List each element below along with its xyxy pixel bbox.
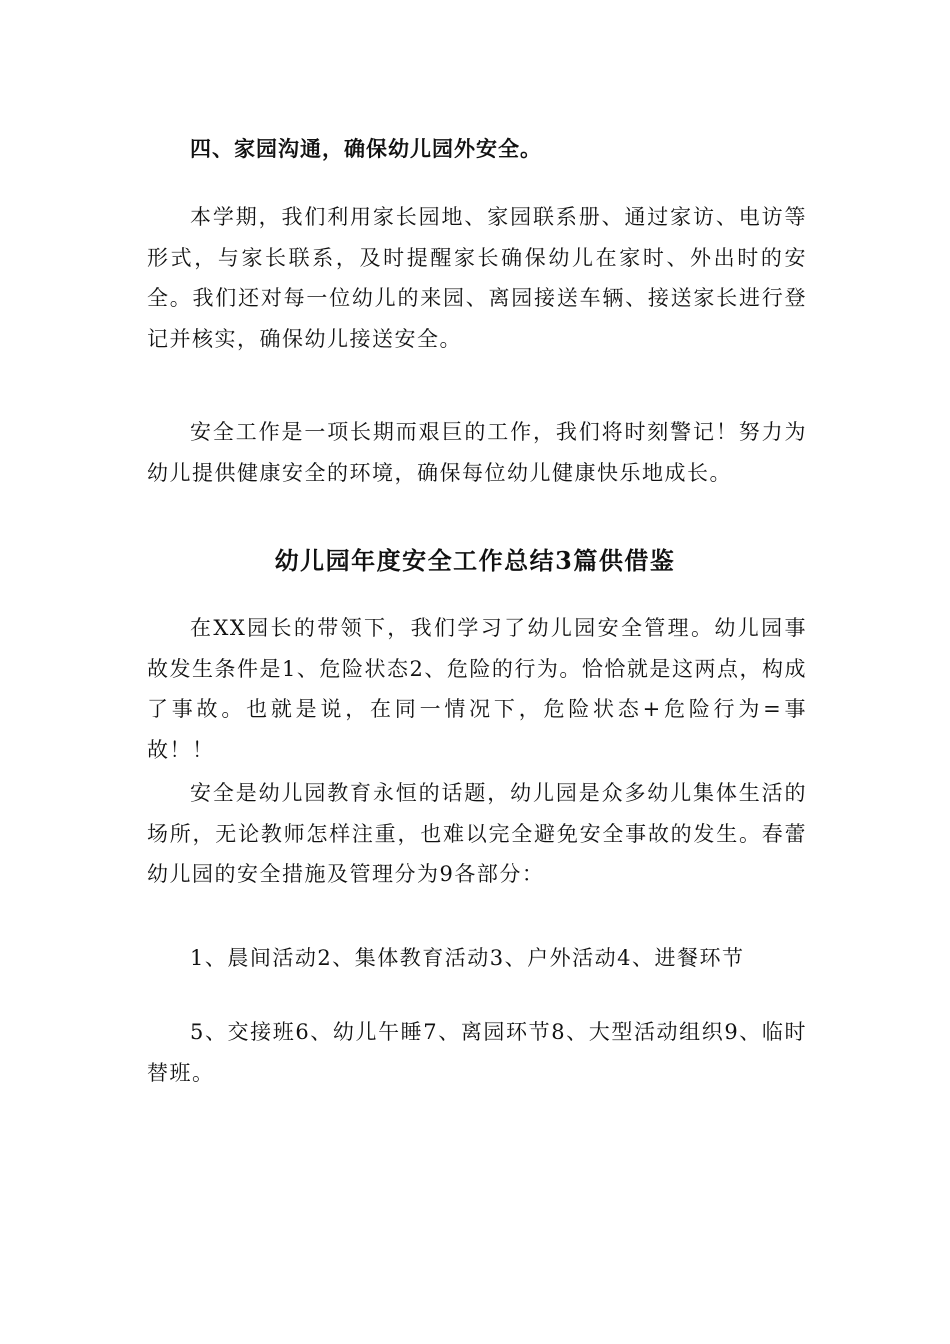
paragraph: 本学期，我们利用家长园地、家园联系册、通过家访、电访等形式，与家长联系，及时提醒家长确保幼儿在家时、外出时的安全。我们还对每一位幼儿的来园、离园接送车辆、接送家长进行登记并核实，确保幼儿接送安全。 [147, 205, 807, 351]
article-title: 幼儿园年度安全工作总结3篇供借鉴 [274, 546, 676, 575]
paragraph: 安全工作是一项长期而艰巨的工作，我们将时刻警记！努力为幼儿提供健康安全的环境，确保每位幼儿健康快乐地成长。 [147, 420, 807, 485]
paragraph: 安全是幼儿园教育永恒的话题，幼儿园是众多幼儿集体生活的场所，无论教师怎样注重，也难以完全避免安全事故的发生。春蕾幼儿园的安全措施及管理分为9各部分： [147, 781, 807, 886]
section-heading: 四、家园沟通，确保幼儿园外安全。 [190, 136, 542, 161]
paragraph: 在XX园长的带领下，我们学习了幼儿园安全管理。幼儿园事故发生条件是1、危险状态2、危险的行为。恰恰就是这两点，构成了事故。也就是说，在同一情况下，危险状态+危险行为=事故！！ [147, 616, 807, 762]
list-paragraph: 1、晨间活动2、集体教育活动3、户外活动4、进餐环节 [190, 946, 745, 970]
list-paragraph: 5、交接班6、幼儿午睡7、离园环节8、大型活动组织9、临时替班。 [147, 1020, 807, 1085]
